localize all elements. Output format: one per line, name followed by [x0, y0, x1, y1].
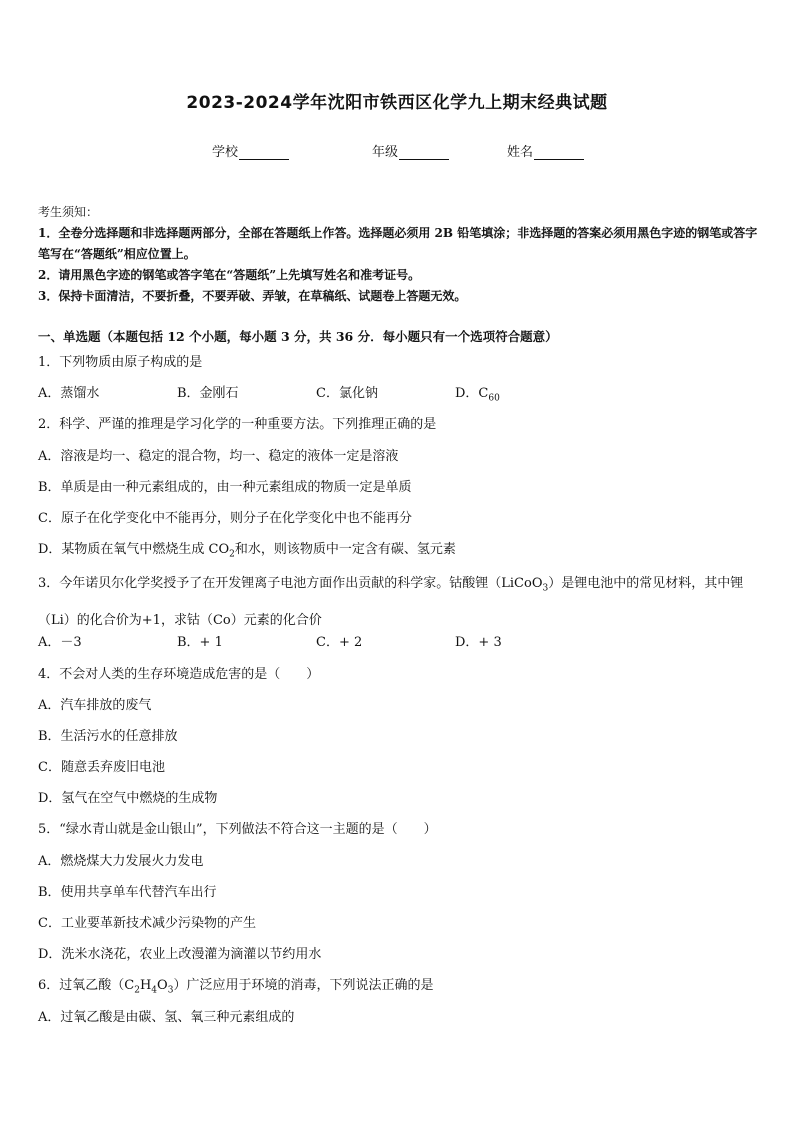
- question-1-options: [38, 381, 756, 412]
- question-2-stem: 2．科学、严谨的推理是学习化学的一种重要方法。下列推理正确的是: [38, 417, 437, 433]
- notice-item-1: 1．全卷分选择题和非选择题两部分，全部在答题纸上作答。选择题必须用 2B 铅笔填涂；非选择题的答案必须用黑色字迹的钢笔或答字笔写在“答题纸”相应位置上。: [38, 226, 758, 261]
- grade-blank: [399, 145, 449, 160]
- name-field: [507, 141, 584, 160]
- question-4-option-b: B．生活污水的任意排放: [38, 728, 178, 744]
- question-4-option-a: A．汽车排放的废气: [38, 697, 152, 713]
- question-5-option-c: C．工业要革新技术减少污染物的产生: [38, 916, 256, 931]
- question-5-stem: 5．“绿水青山就是金山银山”，下列做法不符合这一主题的是（ ）: [38, 822, 437, 838]
- question-3-option-d: D．+ 3: [455, 635, 502, 651]
- question-2-option-b: B．单质是由一种元素组成的，由一种元素组成的物质一定是单质: [38, 479, 412, 495]
- grade-label: 年级: [372, 145, 399, 160]
- question-1-option-b: B．金刚石: [177, 386, 239, 402]
- question-2-option-c: C．原子在化学变化中不能再分，则分子在化学变化中也不能再分: [38, 510, 412, 526]
- page-title: 2023-2024学年沈阳市铁西区化学九上期末经典试题: [186, 93, 608, 113]
- question-4-option-d: D．氢气在空气中燃烧的生成物: [38, 791, 218, 807]
- grade-field: [372, 141, 449, 160]
- question-5-option-b: B．使用共享单车代替汽车出行: [38, 884, 217, 900]
- student-info-row: [0, 141, 794, 161]
- notice-item-2: 2．请用黑色字迹的钢笔或答字笔在“答题纸”上先填写姓名和准考证号。: [38, 268, 421, 282]
- question-5-option-a: A．燃烧煤大力发展火力发电: [38, 853, 204, 869]
- question-2-option-d: D．某物质在氧气中燃烧生成 $CO_2$和水，则该物质中一定含有碳、氢元素: [38, 542, 456, 560]
- school-blank: [239, 145, 289, 160]
- question-3-option-c: C．+ 2: [316, 635, 363, 651]
- question-1-stem: 1．下列物质由原子构成的是: [38, 355, 203, 370]
- question-4-option-c: C．随意丢弃废旧电池: [38, 760, 165, 776]
- question-2-option-a: A．溶液是均一、稳定的混合物，均一、稳定的液体一定是溶液: [38, 448, 399, 464]
- section-heading: 一、单选题（本题包括 12 个小题，每小题 3 分，共 36 分．每小题只有一个选项符合题意）: [38, 329, 558, 344]
- name-label: 姓名: [507, 145, 534, 160]
- question-1-option-d: D．$C_{60}$: [455, 386, 500, 404]
- school-label: 学校: [212, 145, 239, 160]
- notice-item-3: 3．保持卡面清洁，不要折叠，不要弄破、弄皱，在草稿纸、试题卷上答题无效。: [38, 289, 467, 303]
- question-3-stem: 3．今年诺贝尔化学奖授予了在开发锂离子电池方面作出贡献的科学家。钴酸锂（LiCoO$_3$）是锂电池中的常见材料，其中锂（Li）的化合价为+1，求钴（Co）元素的化合价: [38, 576, 744, 628]
- question-4-stem: 4．不会对人类的生存环境造成危害的是（ ）: [38, 666, 320, 682]
- question-3-option-a: A．－3: [38, 635, 82, 651]
- question-6-option-a: A．过氧乙酸是由碳、氢、氧三种元素组成的: [38, 1009, 295, 1025]
- question-1-option-c: C．氯化钠: [316, 386, 378, 402]
- question-3-options: [38, 630, 756, 661]
- notice-heading: 考生须知：: [38, 205, 99, 219]
- question-list: [38, 350, 756, 1036]
- school-field: [212, 141, 289, 160]
- name-blank: [534, 145, 584, 160]
- question-3-option-b: B．+ 1: [177, 635, 223, 651]
- exam-notice: [38, 202, 758, 307]
- question-6-stem: 6．过氧乙酸$(C_2H_4O_3)$广泛应用于环境的消毒，下列说法正确的是: [38, 978, 434, 996]
- question-5-option-d: D．洗米水浇花，农业上改漫灌为滴灌以节约用水: [38, 947, 322, 963]
- question-1-option-a: A．蒸馏水: [38, 386, 100, 402]
